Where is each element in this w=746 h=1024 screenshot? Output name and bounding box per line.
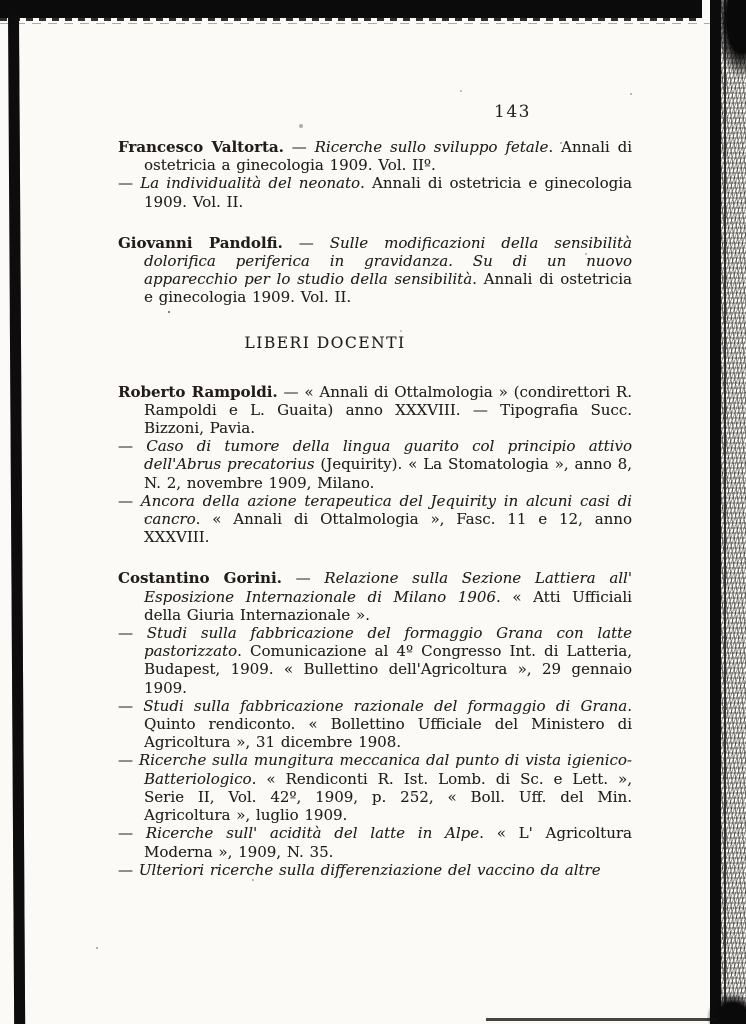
entry-text-roman: —	[283, 138, 315, 156]
entry-text-roman: (Jequirity). « La Stomatologia », anno 8, N. 2, novembre 1909, Milano.	[144, 455, 632, 492]
bibliography-entry	[118, 569, 632, 624]
entry-text-italic: Sulle modificazioni della sensibilità dolorifica periferica in gravidanza. Su di un nuovo apparecchio per lo studio della sensibilità	[144, 233, 632, 289]
entry-text-roman: —	[118, 624, 147, 643]
bibliography-entry	[118, 437, 632, 492]
entry-text-bold: Giovanni Pandolfi.	[118, 233, 283, 252]
bibliography-entry	[118, 697, 632, 752]
entry-text-roman: . Annali di ostetricia a ginecologia 1909. Vol. IIº.	[144, 138, 632, 175]
entry-text-roman: —	[118, 174, 141, 193]
entry-text-italic: Ulteriori ricerche sulla differenziazione del vaccino da altre	[138, 860, 601, 879]
entry-text-bold: Costantino Gorini.	[118, 569, 282, 588]
bibliography-entry	[118, 861, 632, 879]
entry-text-roman: —	[118, 437, 147, 456]
entry-text-roman: . « Rendiconti R. Ist. Lomb. di Sc. e Lett. », Serie II, Vol. 42º, 1909, p. 252, « Boll. Uff. del Min. Agricoltura », luglio 1909.	[144, 769, 632, 825]
section-heading: LIBERI DOCENTI	[244, 333, 406, 352]
entry-text-italic: La individualità del neonato	[140, 174, 361, 193]
bibliography-entry	[118, 751, 632, 824]
bibliography-entry	[118, 234, 632, 307]
entry-text-roman: —	[118, 860, 139, 879]
entry-text-bold: Francesco Valtorta.	[118, 138, 284, 156]
entry-text-roman: . Annali di ostetricia e ginecologia 1909. Vol. II.	[144, 174, 632, 211]
entry-text-roman: —	[118, 824, 146, 843]
entry-text-roman: . Comunicazione al 4º Congresso Int. di Latteria, Budapest, 1909. « Bullettino dell'Agricoltura », 29 gennaio 1909.	[144, 642, 632, 697]
entry-text-italic: Ancora della azione terapeutica del Jequirity in alcuni casi di cancro	[140, 491, 632, 529]
bibliography-entry	[118, 624, 632, 697]
scan-blob-bottom-right	[698, 966, 746, 1024]
entry-text-roman: . Annali di ostetricia e ginecologia 1909. Vol. II.	[144, 270, 632, 307]
entry-text-italic: Ricerche sulla mungitura meccanica dal punto di vista igienico-Batteriologico	[138, 751, 632, 788]
bibliography-entry	[118, 492, 632, 547]
scan-edge-left	[8, 15, 25, 1024]
scan-edge-top	[0, 0, 702, 18]
entry-text-bold: Roberto Rampoldi.	[118, 382, 278, 401]
entry-text-roman: . « L' Agricoltura Moderna », 1909, N. 35.	[144, 824, 632, 861]
entry-text-italic: Ricerche sull' acidità del latte in Alpe	[145, 824, 480, 843]
bibliography-entry	[118, 383, 632, 438]
entry-text-roman: — « Annali di Ottalmologia » (condirettori R. Rampoldi e L. Guaita) anno XXXVIII. — Tipografia Succ. Bizzoni, Pavia.	[144, 382, 632, 438]
scan-hairline-top	[0, 23, 746, 24]
entry-text-roman: . « Annali di Ottalmologia », Fasc. 11 e 12, anno XXXVIII.	[144, 510, 632, 547]
entry-text-roman: —	[118, 491, 141, 510]
bibliography-entry	[118, 138, 632, 174]
scan-edge-bottom	[486, 1018, 718, 1021]
entry-text-roman: —	[281, 569, 325, 588]
entry-text-roman: . « Atti Ufficiali della Giuria Internazionale ».	[144, 587, 632, 624]
page-number: 143	[494, 102, 531, 122]
entry-text-italic: Ricerche sullo sviluppo fetale	[314, 138, 549, 156]
scan-blob-top-right	[706, 0, 746, 160]
bibliography-entry	[118, 174, 632, 210]
entry-text-italic: Studi sulla fabbricazione razionale del formaggio di Grana	[143, 696, 628, 715]
entry-text-italic: Studi sulla fabbricazione del formaggio Grana con latte pastorizzato	[144, 624, 632, 661]
entry-text-italic: Caso di tumore della lingua guarito col principio attivo dell'Abrus precatorius	[144, 437, 632, 474]
entry-text-roman: —	[118, 751, 139, 770]
bibliography	[118, 138, 632, 879]
bibliography-entry	[118, 824, 632, 860]
entry-text-roman: . Quinto rendiconto. « Bollettino Ufficiale del Ministero di Agricoltura », 31 dicembre 1908.	[144, 696, 632, 752]
entry-text-roman: —	[282, 233, 330, 252]
entry-text-roman: —	[118, 696, 144, 715]
entry-text-italic: Relazione sulla Sezione Lattiera all' Esposizione Internazionale di Milano 1906	[144, 569, 632, 606]
